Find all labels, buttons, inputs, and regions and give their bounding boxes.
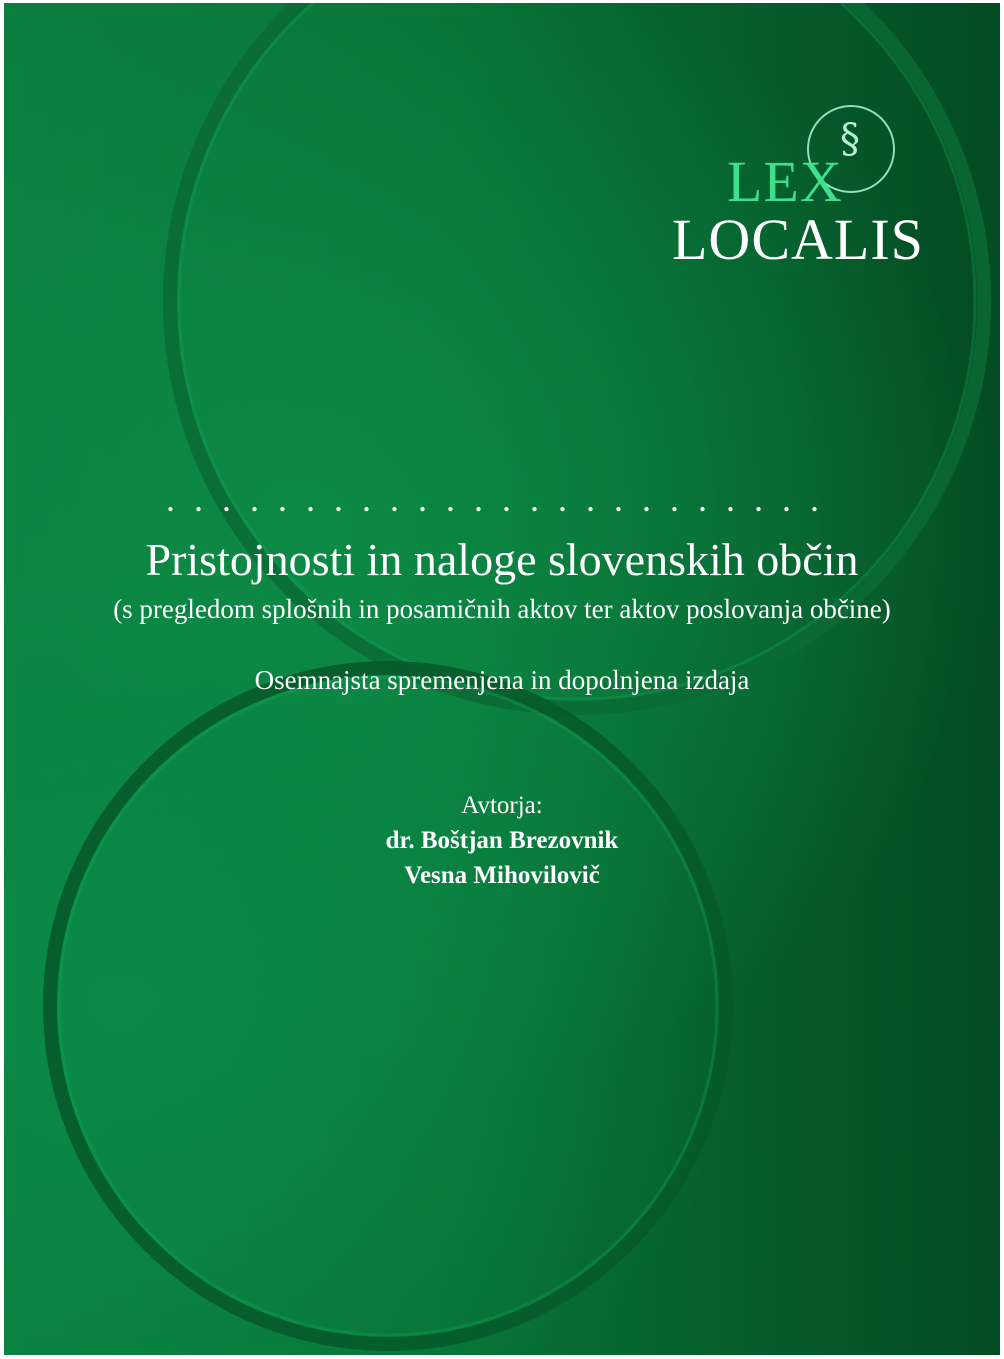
- logo-lex-text: LEX: [727, 149, 843, 214]
- edition-note: Osemnajsta spremenjena in dopolnjena izdaja: [254, 665, 750, 695]
- lower-ring-highlight: [59, 677, 717, 1335]
- author-name: dr. Boštjan Brezovnik: [385, 827, 619, 854]
- book-cover: [4, 3, 1000, 1355]
- logo-localis-text: LOCALIS: [672, 207, 924, 272]
- book-subtitle: (s pregledom splošnih in posamičnih aktov ter aktov poslovanja občine): [113, 594, 891, 624]
- lower-ring: [50, 668, 726, 1344]
- lex-localis-logo: [664, 103, 924, 273]
- book-title: Pristojnosti in naloge slovenskih občin: [145, 534, 859, 585]
- authors-label: Avtorja:: [461, 792, 543, 819]
- dotted-divider: ........................: [166, 479, 838, 519]
- section-sign-icon: §: [840, 116, 860, 162]
- author-name: Vesna Mihovilovič: [404, 862, 600, 889]
